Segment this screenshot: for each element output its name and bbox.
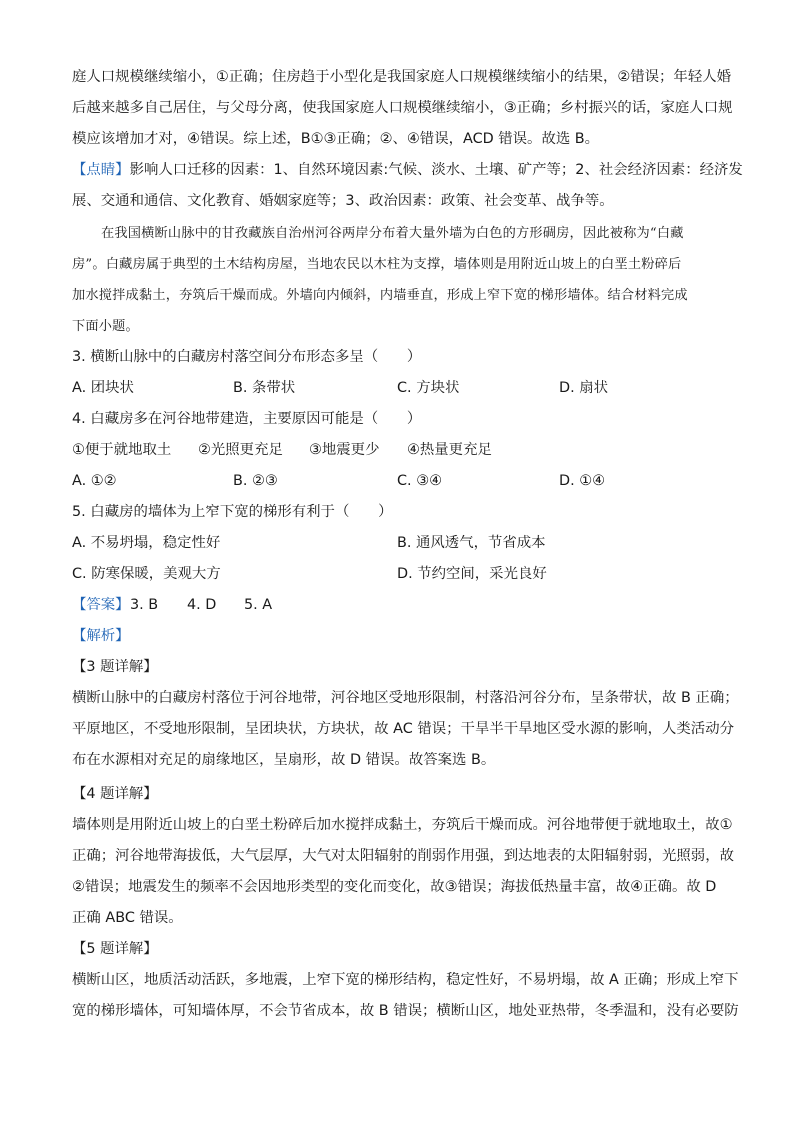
dianjing-line: 展、交通和通信、文化教育、婚姻家庭等；3、政治因素：政策、社会变革、战争等。: [72, 193, 614, 209]
question-stem: 4. 白藏房多在河谷地带建造，主要原因可能是（ ）: [72, 411, 422, 427]
dianjing-label: 【点睛】: [72, 162, 130, 178]
option-b: B. 条带状: [233, 380, 296, 396]
explanation-line: 后越来越多自己居住，与父母分离，使我国家庭人口规模继续缩小，③正确；乡村振兴的话，家庭人口规: [72, 100, 733, 116]
answer-value: 5. A: [244, 597, 273, 613]
sub-option: ①便于就地取土: [72, 442, 172, 458]
option-a: A. ①②: [72, 473, 117, 489]
dianjing-text: 影响人口迁移的因素：1、自然环境因素:气候、淡水、土壤、矿产等；2、社会经济因素：经济发: [129, 162, 743, 178]
explanation-line: 模应该增加才对，④错误。综上述，B①③正确；②、④错误，ACD 错误。故选 B。: [72, 131, 600, 147]
material-line: 在我国横断山脉中的甘孜藏族自治州河谷两岸分布着大量外墙为白色的方形碉房，因此被称为“白藏: [101, 226, 684, 241]
option-a: A. 团块状: [72, 380, 134, 396]
sub-option: ③地震更少: [309, 442, 380, 458]
material-line: 房”。白藏房属于典型的土木结构房屋，当地农民以木柱为支撑，墙体则是用附近山坡上的白垩土粉碎后: [72, 257, 682, 272]
detail-line: 平原地区，不受地形限制，呈团块状，方块状，故 AC 错误；干旱半干旱地区受水源的影响，人类活动分: [72, 721, 734, 737]
detail-heading: 【3 题详解】: [72, 659, 158, 675]
option-c: C. ③④: [397, 473, 442, 489]
detail-heading: 【4 题详解】: [72, 786, 158, 802]
answer-label: 【答案】: [72, 597, 130, 613]
answer-value: 4. D: [187, 597, 217, 613]
explanation-line: 庭人口规模继续缩小，①正确；住房趋于小型化是我国家庭人口规模继续缩小的结果，②错误；年轻人婚: [72, 69, 731, 85]
question-stem: 3. 横断山脉中的白藏房村落空间分布形态多呈（ ）: [72, 349, 422, 365]
detail-line: 墙体则是用附近山坡上的白垩土粉碎后加水搅拌成黏土，夯筑后干燥而成。河谷地带便于就地取土，故①: [72, 817, 733, 833]
option-b: B. ②③: [233, 473, 278, 489]
material-line: 下面小题。: [72, 319, 139, 334]
answer-value: 3. B: [130, 597, 159, 613]
detail-line: 正确；河谷地带海拔低，大气层厚，大气对太阳辐射的削弱作用强，到达地表的太阳辐射弱，光照弱，故: [72, 848, 734, 864]
option-c: C. 防寒保暖，美观大方: [72, 566, 221, 582]
detail-line: 横断山脉中的白藏房村落位于河谷地带，河谷地区受地形限制，村落沿河谷分布，呈条带状，故 B 正确；: [72, 690, 739, 706]
option-a: A. 不易坍塌，稳定性好: [72, 535, 221, 551]
option-c: C. 方块状: [397, 380, 460, 396]
detail-line: 宽的梯形墙体，可知墙体厚，不会节省成本，故 B 错误；横断山区，地处亚热带，冬季温和，没有必要防: [72, 1003, 739, 1019]
analysis-label: 【解析】: [72, 628, 130, 644]
detail-heading: 【5 题详解】: [72, 941, 158, 957]
material-line: 加水搅拌成黏土，夯筑后干燥而成。外墙向内倾斜，内墙垂直，形成上窄下宽的梯形墙体。结合材料完成: [72, 288, 688, 303]
detail-line: 横断山区，地质活动活跃，多地震，上窄下宽的梯形结构，稳定性好，不易坍塌，故 A 正确；形成上窄下: [72, 972, 739, 988]
option-d: D. 扇状: [559, 380, 609, 396]
option-d: D. 节约空间，采光良好: [397, 566, 547, 582]
question-stem: 5. 白藏房的墙体为上窄下宽的梯形有利于（ ）: [72, 504, 393, 520]
detail-line: 正确 ABC 错误。: [72, 910, 183, 926]
sub-option: ④热量更充足: [407, 442, 492, 458]
sub-option: ②光照更充足: [198, 442, 283, 458]
detail-line: ②错误；地震发生的频率不会因地形类型的变化而变化，故③错误；海拔低热量丰富，故④正确。故 D: [72, 879, 717, 895]
dianjing-line: [72, 155, 743, 186]
detail-line: 布在水源相对充足的扇缘地区，呈扇形，故 D 错误。故答案选 B。: [72, 752, 496, 768]
option-b: B. 通风透气，节省成本: [397, 535, 546, 551]
option-d: D. ①④: [559, 473, 606, 489]
